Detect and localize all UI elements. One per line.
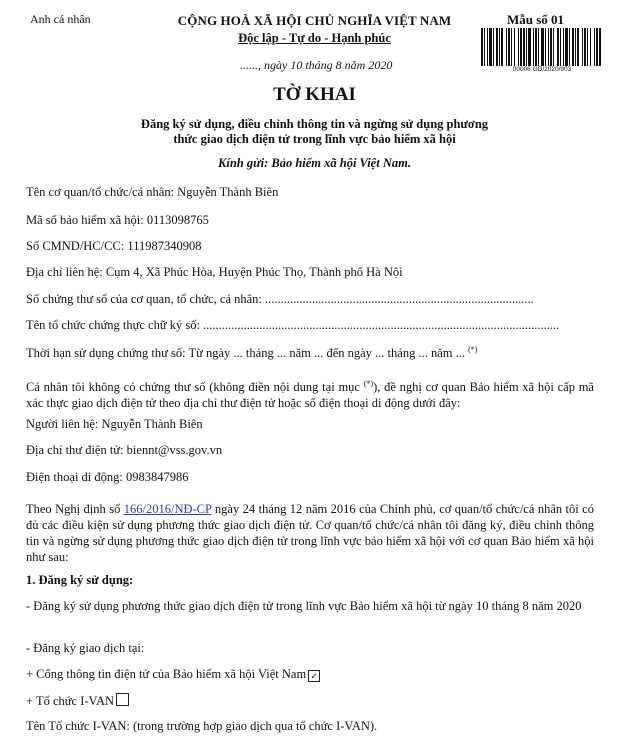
barcode-bar	[496, 28, 498, 66]
option-ivan-label: + Tổ chức I-VAN	[26, 694, 115, 708]
decree-part-2: ngày 24 tháng 12 năm 2016 của Chính phủ, cơ quan/tổ chức/cá nhân tôi có đủ các điều kiện sử dụng phương thức giao dịch điện tử. Cơ quan/tổ chức/cá nhân tôi đăng ký, điều chỉnh thông tin và ngừng sử dụng phương thức giao dịch điện tử trong lĩnh vực bảo hiểm xã hội với cơ quan Bảo hiểm xã hội như sau:	[26, 502, 594, 564]
barcode-bar	[520, 28, 522, 66]
barcode-bar	[577, 28, 579, 66]
barcode-bar	[508, 28, 510, 66]
barcode-bar	[493, 28, 494, 66]
section-1-item-2: - Đăng ký giao dịch tại:	[26, 641, 145, 655]
document-title: TỜ KHAI	[273, 84, 356, 105]
barcode-bar	[596, 28, 598, 66]
form-number: Mẫu số 01	[507, 12, 565, 27]
barcode-bar	[599, 28, 601, 66]
decree-paragraph	[26, 501, 594, 565]
section-1-item-1: - Đăng ký sử dụng phương thức giao dịch điện tử trong lĩnh vực Bảo hiểm xã hội từ ngày 10 tháng 8 năm 2020	[26, 599, 582, 613]
ivan-name: Tên Tổ chức I-VAN: (trong trường hợp giao dịch qua tổ chức I-VAN).	[26, 719, 378, 733]
barcode-bar	[487, 28, 488, 66]
barcode-bar	[560, 28, 561, 66]
decree-link[interactable]: 166/2016/NĐ-CP	[123, 502, 212, 516]
barcode-bar	[533, 28, 534, 66]
note-part-2: ), đề nghị cơ quan Bảo hiểm xã hội cấp mã xác thực giao dịch điện tử theo địa chỉ thư điện tử hoặc số điện thoại di động dưới đây:	[26, 380, 594, 411]
barcode	[480, 26, 604, 70]
barcode-bar	[501, 28, 503, 66]
field-dia-chi: Địa chỉ liên hệ: Cụm 4, Xã Phúc Hòa, Huyện Phúc Thọ, Thành phố Hà Nội	[26, 265, 403, 279]
subtitle-line-2: thức giao dịch điện tử trong lĩnh vực bảo hiểm xã hội	[173, 132, 456, 146]
subtitle-line-1: Đăng ký sử dụng, điều chỉnh thông tin và ngừng sử dụng phương	[140, 117, 489, 131]
barcode-bar	[514, 28, 515, 66]
thoi-han-mark: (*)	[468, 345, 478, 354]
photo-label: Anh cá nhân	[30, 12, 91, 26]
note-paragraph	[26, 376, 594, 411]
decree-part-1: Theo Nghị định số	[26, 502, 124, 516]
field-so-cmnd: Số CMND/HC/CC: 111987340908	[26, 239, 202, 253]
addressee: Kính gửi: Bảo hiểm xã hội Việt Nam.	[218, 156, 411, 170]
barcode-bar	[565, 28, 568, 66]
barcode-bar	[594, 28, 595, 66]
barcode-bar	[550, 28, 552, 66]
barcode-bar	[518, 28, 519, 66]
contact-email: Địa chỉ thư điện tử: biennt@vss.gov.vn	[26, 443, 223, 457]
option-portal	[26, 667, 320, 682]
barcode-bar	[535, 28, 537, 66]
barcode-bar	[528, 28, 531, 66]
barcode-bar	[484, 28, 485, 66]
barcode-bar	[572, 28, 574, 66]
barcode-bar	[499, 28, 500, 66]
barcode-bar	[548, 28, 549, 66]
barcode-bar	[553, 28, 554, 66]
option-ivan	[26, 693, 129, 709]
field-so-chung-thu: Số chứng thư số của cơ quan, tổ chức, cá nhân: ......................................................................................	[26, 292, 534, 306]
note-mark: (*)	[363, 379, 374, 388]
note-part-1: Cá nhân tôi không có chứng thư số (không điền nội dung tại mục	[26, 380, 364, 395]
barcode-bar	[538, 28, 539, 66]
barcode-bar	[587, 28, 588, 66]
barcode-bar	[584, 28, 586, 66]
motto: Độc lập - Tự do - Hạnh phúc	[238, 31, 391, 45]
barcode-bar	[575, 28, 576, 66]
barcode-bar	[511, 28, 512, 66]
ivan-checkbox[interactable]	[116, 693, 129, 706]
barcode-bar	[541, 28, 544, 66]
barcode-bar	[590, 28, 591, 66]
field-ma-so-bhxh: Mã số bảo hiểm xã hội: 0113098765	[26, 213, 209, 227]
field-ten-co-quan: Tên cơ quan/tổ chức/cá nhân: Nguyễn Thành Biên	[26, 185, 279, 199]
barcode-bar	[526, 28, 527, 66]
thoi-han-text: Thời hạn sử dụng chứng thư số: Từ ngày ... tháng ... năm ... đến ngày ... tháng ... năm ...	[26, 346, 465, 361]
barcode-bar	[569, 28, 570, 66]
barcode-bar	[557, 28, 559, 66]
barcode-bar	[545, 28, 546, 66]
contact-phone: Điện thoại di động: 0983847986	[26, 470, 189, 484]
field-thoi-han	[26, 345, 477, 361]
date-line: ......, ngày 10 tháng 8 năm 2020	[240, 58, 393, 72]
portal-checkbox[interactable]: ✓	[308, 670, 320, 682]
field-to-chuc-chung-thuc: Tên tổ chức chứng thực chữ ký số: ..................................................................................................................	[26, 318, 560, 332]
barcode-bar	[506, 28, 507, 66]
barcode-bar	[582, 28, 583, 66]
country-heading: CỘNG HOÀ XÃ HỘI CHỦ NGHĨA VIỆT NAM	[177, 13, 452, 28]
barcode-text: 00006 GD/2020/903	[512, 66, 572, 73]
barcode-bar	[489, 28, 492, 66]
barcode-bar	[481, 28, 483, 66]
contact-person: Người liên hệ: Nguyễn Thành Biên	[26, 417, 203, 431]
section-1-heading: 1. Đăng ký sử dụng:	[26, 573, 134, 587]
option-portal-label: + Cổng thông tin điện tử của Bảo hiểm xã hội Việt Nam	[26, 667, 307, 681]
barcode-bar	[523, 28, 525, 66]
barcode-bar	[563, 28, 564, 66]
